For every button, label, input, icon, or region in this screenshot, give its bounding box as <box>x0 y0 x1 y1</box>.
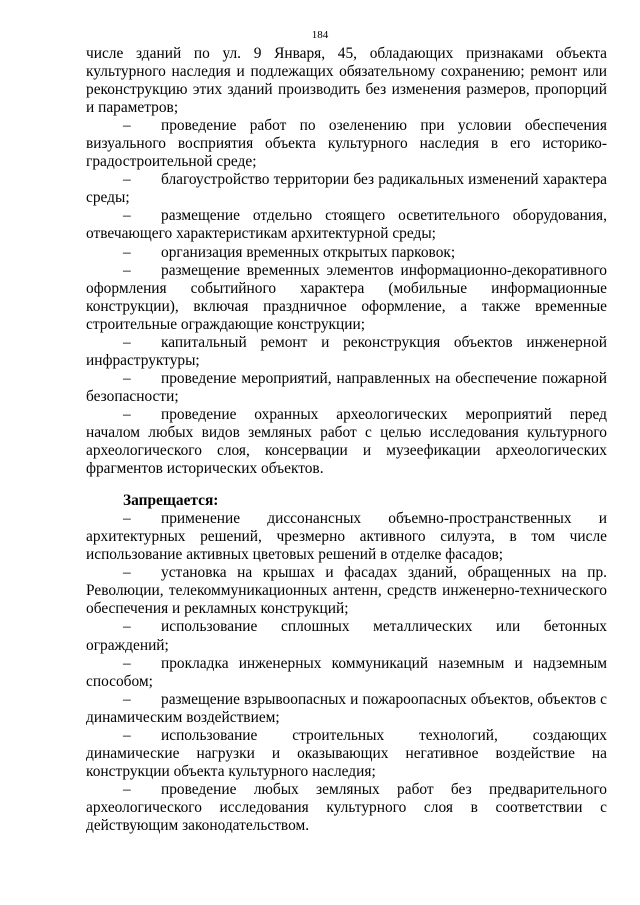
list-item <box>86 262 607 334</box>
list-item <box>86 117 607 171</box>
list-item-text: прокладка инженерных коммуникаций наземным и надземным способом; <box>86 654 607 690</box>
list-item-text: проведение работ по озеленению при условии обеспечения визуального восприятия объекта культурного наследия в его историко-градостроительной среде; <box>86 117 607 171</box>
list-item-text: установка на крышах и фасадах зданий, обращенных на пр. Революции, телекоммуникационных антенн, средств инженерно-технического обеспечения и рекламных конструкций; <box>86 564 607 618</box>
list-item-text: размещение взрывоопасных и пожароопасных объектов, объектов с динамическим воздействием; <box>86 690 607 726</box>
list-dash: – <box>123 726 131 744</box>
list-item <box>86 727 607 781</box>
list-dash: – <box>123 564 131 582</box>
list-item <box>86 510 607 564</box>
list-dash: – <box>123 618 131 636</box>
list-dash: – <box>123 405 131 423</box>
prohibited-heading: Запрещается: <box>123 492 219 510</box>
list-item <box>86 564 607 618</box>
list-item-text: проведение любых земляных работ без предварительного археологического исследования культурного слоя в соответствии с действующим законодательством. <box>86 780 607 834</box>
list-dash: – <box>123 780 131 798</box>
list-item <box>86 334 607 370</box>
list-item <box>86 244 607 262</box>
list-item <box>86 655 607 691</box>
list-item <box>86 171 607 207</box>
list-dash: – <box>123 369 131 387</box>
list-dash: – <box>123 207 131 225</box>
list-dash: – <box>123 510 131 528</box>
list-item-text: организация временных открытых парковок; <box>161 243 456 261</box>
list-item <box>86 207 607 243</box>
list-item <box>86 370 607 406</box>
intro-paragraph: числе зданий по ул. 9 Января, 45, обладающих признаками объекта культурного наследия и подлежащих обязательному сохранению; ремонт или реконструкцию этих зданий производить без изменения размеров, пропорций и параметров; <box>86 45 607 117</box>
allowed-list <box>86 117 607 478</box>
list-item-text: проведение охранных археологических мероприятий перед началом любых видов земляных работ с целью исследования культурного археологического слоя, консервации и музеефикации археологических фрагментов исторических объектов. <box>86 405 607 478</box>
list-item-text: проведение мероприятий, направленных на обеспечение пожарной безопасности; <box>86 369 607 405</box>
list-item-text: размещение временных элементов информационно-декоративного оформления событийного характера (мобильные информационные конструкции), включая праздничное оформление, а также временные строительные ограждающие конструкции; <box>86 261 607 333</box>
list-dash: – <box>123 261 131 279</box>
list-item-text: благоустройство территории без радикальных изменений характера среды; <box>86 171 607 207</box>
list-dash: – <box>123 117 131 135</box>
list-dash: – <box>123 654 131 672</box>
prohibited-list <box>86 510 607 835</box>
list-item <box>86 691 607 727</box>
page-number: 184 <box>311 29 329 41</box>
list-dash: – <box>123 243 131 261</box>
list-dash: – <box>123 333 131 351</box>
list-item <box>86 406 607 478</box>
list-item-text: использование сплошных металлических или бетонных ограждений; <box>86 618 607 654</box>
document-body <box>86 45 607 835</box>
list-item <box>86 618 607 654</box>
list-item <box>86 781 607 835</box>
list-item-text: капитальный ремонт и реконструкция объектов инженерной инфраструктуры; <box>86 333 607 369</box>
list-dash: – <box>123 690 131 708</box>
list-item-text: применение диссонансных объемно-пространственных и архитектурных решений, чрезмерно активного силуэта, в том числе использование активных цветовых решений в отделке фасадов; <box>86 510 607 564</box>
list-dash: – <box>123 171 131 189</box>
list-item-text: использование строительных технологий, создающих динамические нагрузки и оказывающих негативное воздействие на конструкции объекта культурного наследия; <box>86 726 607 780</box>
list-item-text: размещение отдельно стоящего осветительного оборудования, отвечающего характеристикам архитектурной среды; <box>86 207 607 243</box>
